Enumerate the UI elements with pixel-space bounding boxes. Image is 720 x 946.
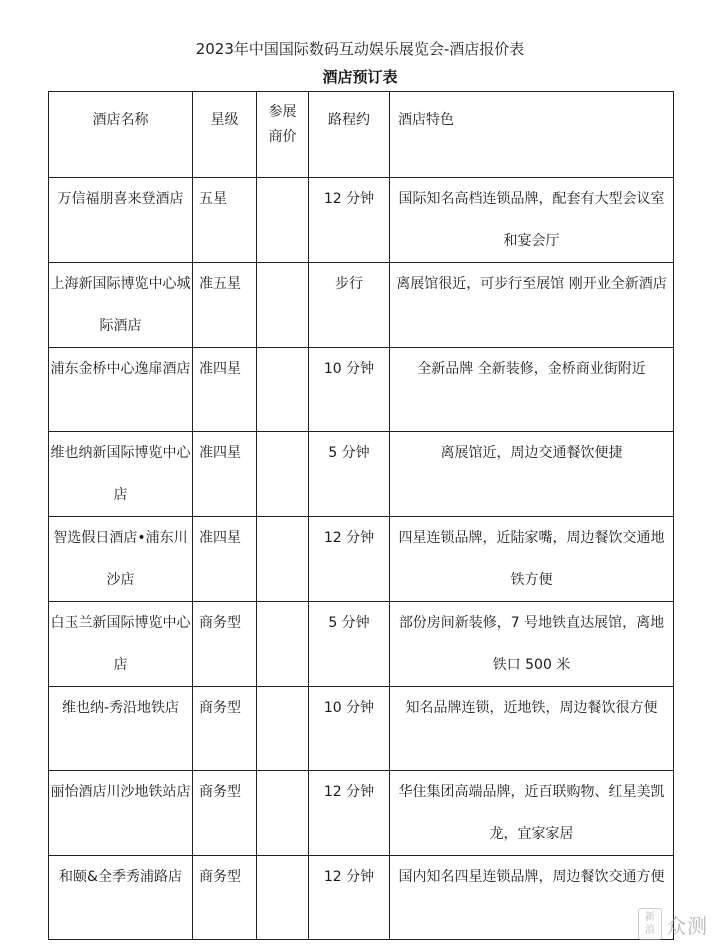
table-row — [49, 771, 674, 856]
hotel-name-cell: 维也纳新国际博览中心店 — [49, 432, 193, 517]
header-exhibitor-price — [257, 92, 309, 178]
features-cell: 四星连锁品牌，近陆家嘴，周边餐饮交通地铁方便 — [390, 517, 674, 602]
table-row — [49, 687, 674, 771]
table-row — [49, 517, 674, 602]
price-cell — [257, 178, 309, 263]
table-row — [49, 263, 674, 348]
header-price-line-2: 商价 — [268, 129, 297, 145]
watermark-logo-top: 新 — [645, 912, 655, 923]
star-level-cell: 商务型 — [193, 856, 257, 940]
watermark-logo — [638, 908, 662, 940]
star-level-cell: 五星 — [193, 178, 257, 263]
hotel-price-table — [48, 91, 674, 940]
header-hotel-name: 酒店名称 — [49, 92, 193, 178]
hotel-name-cell: 万信福朋喜来登酒店 — [49, 178, 193, 263]
table-row — [49, 348, 674, 432]
distance-cell: 12 分钟 — [309, 178, 390, 263]
distance-cell: 步行 — [309, 263, 390, 348]
star-level-cell: 商务型 — [193, 687, 257, 771]
price-cell — [257, 687, 309, 771]
header-price-line-1: 参展 — [268, 104, 297, 120]
features-cell: 离展馆很近，可步行至展馆 刚开业全新酒店 — [390, 263, 674, 348]
price-cell — [257, 517, 309, 602]
hotel-name-cell: 维也纳-秀沿地铁店 — [49, 687, 193, 771]
header-features: 酒店特色 — [390, 92, 674, 178]
star-level-cell: 准五星 — [193, 263, 257, 348]
features-cell: 部份房间新装修，7 号地铁直达展馆，离地铁口 500 米 — [390, 602, 674, 687]
star-level-cell: 准四星 — [193, 517, 257, 602]
price-cell — [257, 856, 309, 940]
distance-cell: 12 分钟 — [309, 517, 390, 602]
distance-cell: 10 分钟 — [309, 348, 390, 432]
watermark — [638, 908, 708, 940]
star-level-cell: 准四星 — [193, 432, 257, 517]
hotel-name-cell: 智选假日酒店•浦东川沙店 — [49, 517, 193, 602]
hotel-name-cell: 上海新国际博览中心城际酒店 — [49, 263, 193, 348]
table-row — [49, 178, 674, 263]
features-cell: 国际知名高档连锁品牌，配套有大型会议室和宴会厅 — [390, 178, 674, 263]
price-cell — [257, 602, 309, 687]
watermark-logo-bottom: 浪 — [645, 925, 655, 936]
features-cell: 华住集团高端品牌，近百联购物、红星美凯龙，宜家家居 — [390, 771, 674, 856]
price-cell — [257, 348, 309, 432]
star-level-cell: 准四星 — [193, 348, 257, 432]
hotel-name-cell: 和颐&全季秀浦路店 — [49, 856, 193, 940]
features-cell: 离展馆近，周边交通餐饮便捷 — [390, 432, 674, 517]
star-level-cell: 商务型 — [193, 602, 257, 687]
hotel-name-cell: 白玉兰新国际博览中心店 — [49, 602, 193, 687]
features-cell: 全新品牌 全新装修，金桥商业街附近 — [390, 348, 674, 432]
table-row — [49, 856, 674, 940]
table-title: 酒店预订表 — [322, 68, 398, 86]
distance-cell: 12 分钟 — [309, 856, 390, 940]
watermark-text: 众测 — [666, 913, 708, 938]
hotel-name-cell: 丽怡酒店川沙地铁站店 — [49, 771, 193, 856]
header-distance: 路程约 — [309, 92, 390, 178]
distance-cell: 5 分钟 — [309, 602, 390, 687]
price-cell — [257, 263, 309, 348]
document-title: 2023年中国国际数码互动娱乐展览会-酒店报价表 — [195, 40, 525, 58]
star-level-cell: 商务型 — [193, 771, 257, 856]
distance-cell: 5 分钟 — [309, 432, 390, 517]
price-cell — [257, 771, 309, 856]
features-cell: 知名品牌连锁，近地铁，周边餐饮很方便 — [390, 687, 674, 771]
hotel-name-cell: 浦东金桥中心逸扉酒店 — [49, 348, 193, 432]
table-row — [49, 602, 674, 687]
distance-cell: 12 分钟 — [309, 771, 390, 856]
header-star-level: 星级 — [193, 92, 257, 178]
table-header-row — [49, 92, 674, 178]
distance-cell: 10 分钟 — [309, 687, 390, 771]
features-cell: 国内知名四星连锁品牌，周边餐饮交通方便 — [390, 856, 674, 940]
table-row — [49, 432, 674, 517]
price-cell — [257, 432, 309, 517]
